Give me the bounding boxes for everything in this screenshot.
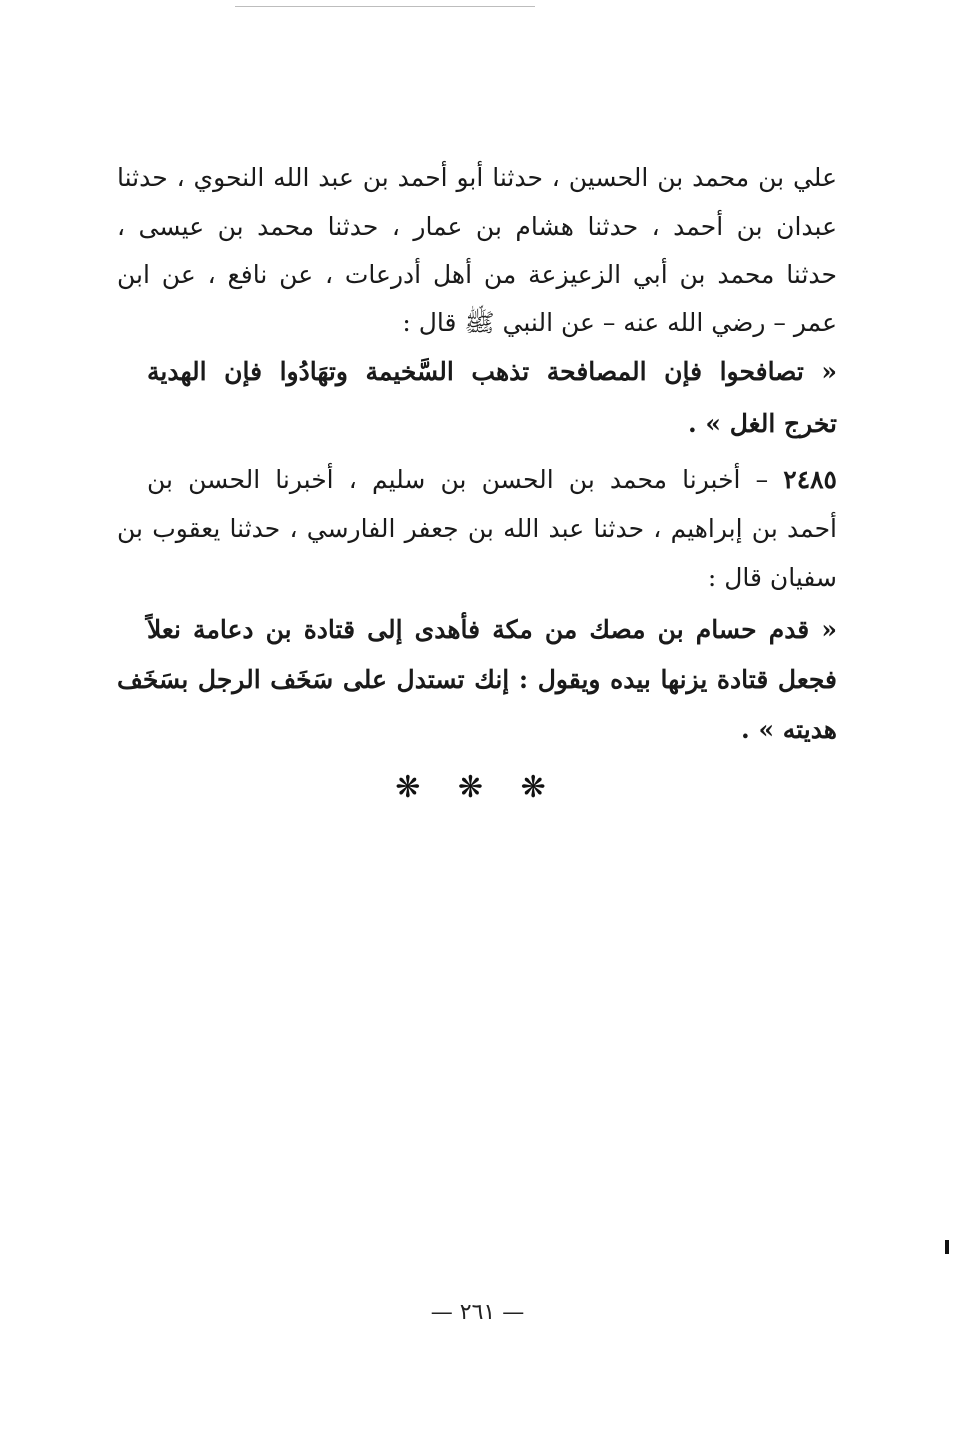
page-number: — ٢٦١ — [430, 1300, 525, 1325]
text-line: علي بن محمد بن الحسين ، حدثنا أبو أحمد بن عبد الله النحوي ، حدثنا [117, 163, 837, 192]
text-line: – أخبرنا محمد بن الحسن بن سليم ، أخبرنا الحسن بن [147, 465, 769, 494]
text-line: حدثنا محمد بن أبي الزعيزعة من أهل أدرعات ، عن نافع ، عن ابن [117, 260, 837, 289]
hadith-number: ٢٤٨٥ [783, 465, 837, 494]
hadith-line: « قدم حسام بن مصك من مكة فأهدى إلى قتادة بن دعامة نعلاً [147, 615, 837, 644]
hadith-line: « تصافحوا فإن المصافحة تذهب السَّخيمة وتهَادُوا فإن الهدية [147, 357, 837, 386]
hadith-line: تخرج الغل » . [687, 409, 837, 438]
hadith-line: فجعل قتادة يزنها بيده ويقول : إنك تستدل على سَخَف الرجل بسَخَف [117, 665, 837, 694]
text-line: عبدان بن أحمد ، حدثنا هشام بن عمار ، حدثنا محمد بن عيسى ، [117, 212, 837, 241]
scan-edge-mark [945, 1240, 949, 1254]
top-rule [235, 6, 535, 7]
text-line: عمر – رضي الله عنه – عن النبي ﷺ قال : [402, 308, 837, 337]
text-line: سفيان قال : [707, 563, 837, 592]
text-line: أحمد بن إبراهيم ، حدثنا عبد الله بن جعفر الفارسي ، حدثنا يعقوب بن [117, 514, 837, 543]
section-separator: ❋ ❋ ❋ [395, 770, 560, 805]
hadith-line: هديته » . [741, 715, 837, 744]
numbered-line [147, 462, 837, 498]
